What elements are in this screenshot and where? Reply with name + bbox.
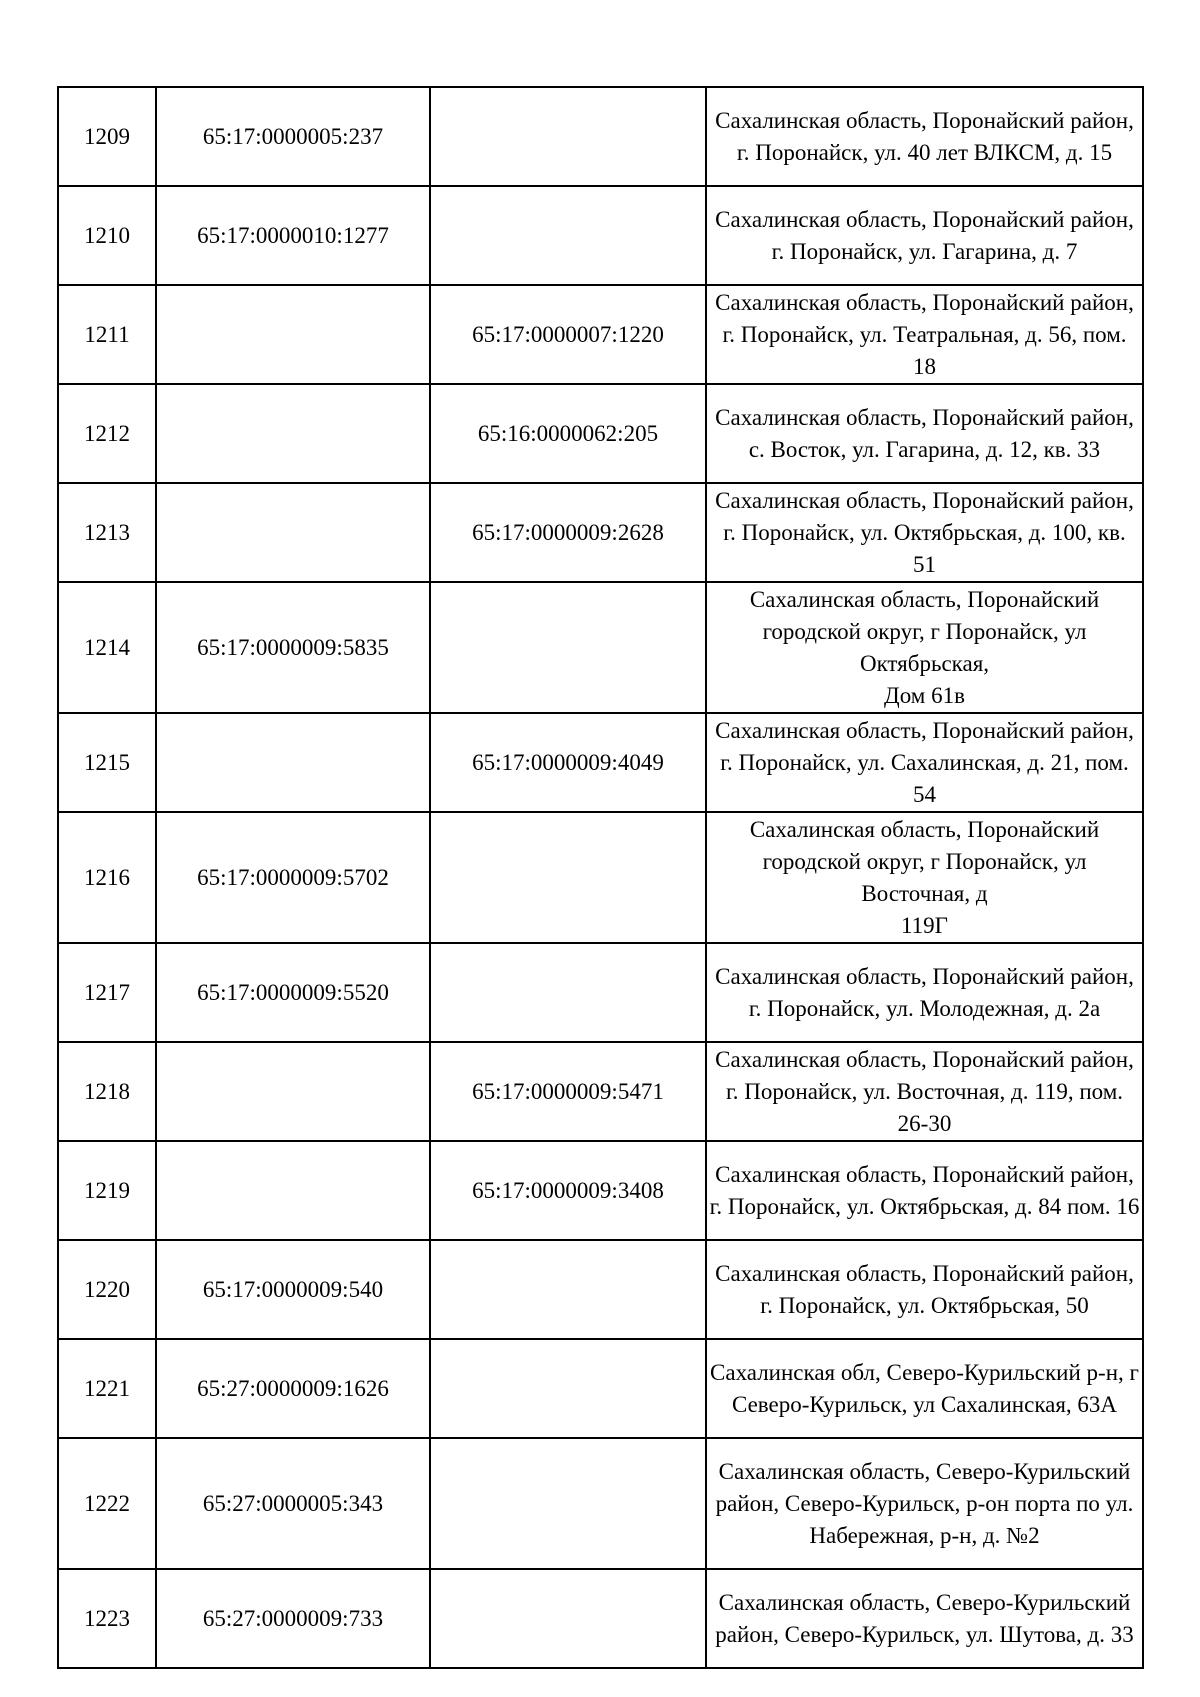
table-row [58,1141,1143,1240]
table-row [58,1240,1143,1339]
table-row [58,1339,1143,1438]
building-cadastral-number [156,1042,430,1141]
row-number: 1218 [58,1042,156,1141]
room-cadastral-number [430,87,706,186]
room-cadastral-number [430,1438,706,1569]
room-cadastral-number [430,582,706,713]
row-number: 1211 [58,285,156,384]
building-cadastral-number: 65:27:0000009:1626 [156,1339,430,1438]
address: Сахалинская область, Поронайский городской округ, г Поронайск, ул Восточная, д 119Г [706,812,1143,943]
room-cadastral-number [430,186,706,285]
row-number: 1210 [58,186,156,285]
table-row [58,1438,1143,1569]
address: Сахалинская область, Поронайский район, г. Поронайск, ул. Восточная, д. 119, пом. 26-30 [706,1042,1143,1141]
table-row [58,943,1143,1042]
building-cadastral-number: 65:17:0000010:1277 [156,186,430,285]
building-cadastral-number: 65:17:0000009:540 [156,1240,430,1339]
address: Сахалинская область, Поронайский район, г. Поронайск, ул. Молодежная, д. 2а [706,943,1143,1042]
property-registry-table [57,86,1144,1669]
building-cadastral-number: 65:17:0000009:5520 [156,943,430,1042]
room-cadastral-number: 65:17:0000009:2628 [430,483,706,582]
row-number: 1215 [58,713,156,812]
address: Сахалинская область, Поронайский район, г. Поронайск, ул. 40 лет ВЛКСМ, д. 15 [706,87,1143,186]
row-number: 1223 [58,1569,156,1668]
address: Сахалинская область, Поронайский район, г. Поронайск, ул. Октябрьская, д. 84 пом. 16 [706,1141,1143,1240]
room-cadastral-number [430,943,706,1042]
row-number: 1217 [58,943,156,1042]
table-row [58,483,1143,582]
table-row [58,812,1143,943]
building-cadastral-number [156,483,430,582]
row-number: 1214 [58,582,156,713]
room-cadastral-number: 65:17:0000009:3408 [430,1141,706,1240]
room-cadastral-number: 65:17:0000009:4049 [430,713,706,812]
table-row [58,285,1143,384]
address: Сахалинская область, Поронайский район, г. Поронайск, ул. Октябрьская, 50 [706,1240,1143,1339]
address: Сахалинская обл, Северо-Курильский р-н, г Северо-Курильск, ул Сахалинская, 63А [706,1339,1143,1438]
row-number: 1219 [58,1141,156,1240]
table-row [58,1042,1143,1141]
table-row [58,582,1143,713]
room-cadastral-number: 65:17:0000007:1220 [430,285,706,384]
row-number: 1222 [58,1438,156,1569]
row-number: 1220 [58,1240,156,1339]
building-cadastral-number [156,1141,430,1240]
table-row [58,186,1143,285]
address: Сахалинская область, Северо-Курильский район, Северо-Курильск, р-он порта по ул. Набережная, р-н, д. №2 [706,1438,1143,1569]
room-cadastral-number [430,1339,706,1438]
room-cadastral-number [430,1240,706,1339]
table-row [58,1569,1143,1668]
building-cadastral-number [156,713,430,812]
row-number: 1213 [58,483,156,582]
row-number: 1209 [58,87,156,186]
building-cadastral-number [156,384,430,483]
table-row [58,713,1143,812]
building-cadastral-number: 65:17:0000005:237 [156,87,430,186]
building-cadastral-number: 65:17:0000009:5702 [156,812,430,943]
address: Сахалинская область, Поронайский городской округ, г Поронайск, ул Октябрьская, Дом 61в [706,582,1143,713]
table-row [58,87,1143,186]
address: Сахалинская область, Поронайский район, г. Поронайск, ул. Гагарина, д. 7 [706,186,1143,285]
address: Сахалинская область, Поронайский район, г. Поронайск, ул. Сахалинская, д. 21, пом. 54 [706,713,1143,812]
room-cadastral-number [430,812,706,943]
row-number: 1216 [58,812,156,943]
address: Сахалинская область, Поронайский район, г. Поронайск, ул. Театральная, д. 56, пом. 18 [706,285,1143,384]
table-row [58,384,1143,483]
building-cadastral-number [156,285,430,384]
row-number: 1212 [58,384,156,483]
building-cadastral-number: 65:27:0000005:343 [156,1438,430,1569]
room-cadastral-number [430,1569,706,1668]
room-cadastral-number: 65:16:0000062:205 [430,384,706,483]
building-cadastral-number: 65:27:0000009:733 [156,1569,430,1668]
room-cadastral-number: 65:17:0000009:5471 [430,1042,706,1141]
address: Сахалинская область, Северо-Курильский район, Северо-Курильск, ул. Шутова, д. 33 [706,1569,1143,1668]
address: Сахалинская область, Поронайский район, с. Восток, ул. Гагарина, д. 12, кв. 33 [706,384,1143,483]
address: Сахалинская область, Поронайский район, г. Поронайск, ул. Октябрьская, д. 100, кв. 51 [706,483,1143,582]
building-cadastral-number: 65:17:0000009:5835 [156,582,430,713]
row-number: 1221 [58,1339,156,1438]
